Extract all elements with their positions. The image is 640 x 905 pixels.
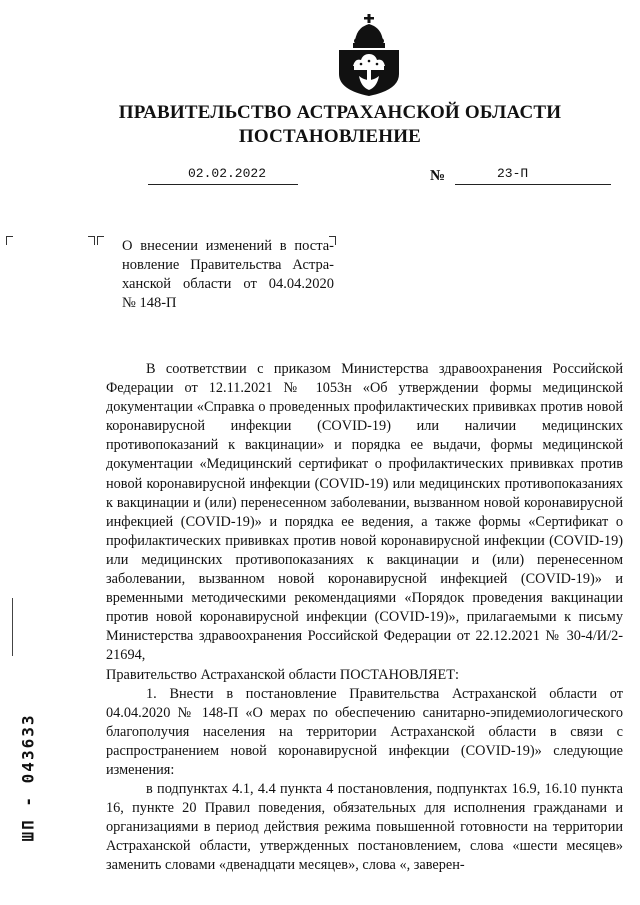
number-underline [455,184,611,185]
document-date: 02.02.2022 [188,166,267,181]
body-resolves-line: Правительство Астраханской области ПОСТАНОВЛЯЕТ: [106,666,459,683]
subject-outer-corner-mark [88,236,95,245]
margin-serial-block [12,700,36,860]
subject-line: № 148-П [122,295,177,311]
government-title: ПРАВИТЕЛЬСТВО АСТРАХАНСКОЙ ОБЛАСТИ [118,102,562,123]
number-sign: № [430,168,446,184]
date-underline [148,184,298,185]
coat-of-arms-icon [337,14,401,96]
document-body [106,360,623,876]
subject-left-corner-mark [97,236,104,245]
subject-line: новление Правительства Астра- [122,257,334,273]
body-paragraph-preamble: В соответствии с приказом Министерства здравоохранения Российской Федерации от 12.11.2021 № 1053н «Об утверждении формы медицинской документации «Справка о проведенных профилактических прививках против новой коронавирусной инфекции (COVID-19) или наличии медицинских противопоказаний к вакцинации» и порядка ее выдачи, формы медицинской документации «Медицинский сертификат о профилактических прививках против новой коронавирусной инфекции (COVID-19) или медицинских противопоказаниях к вакцинации и (или) перенесенном заболевании, вызванном новой коронавирусной инфекцией (COVID-19)» и порядка ее ведения, а также формы «Сертификат о профилактических прививках против новой коронавирусной инфекции (COVID-19) или медицинских противопоказаниях к вакцинации и (или) перенесенном заболевании, вызванном новой коронавирусной инфекцией (COVID-19)» и временными методическими рекомендациями «Порядок проведения вакцинации против новой коронавирусной инфекции (COVID-19)», прилагаемыми к письму Министерства здравоохранения Российской Федерации от 22.12.2021 № 30-4/И/2-21694, [106,361,623,664]
subject-line: О внесении изменений в поста- [122,238,334,254]
document-type-title: ПОСТАНОВЛЕНИЕ [238,126,422,147]
margin-scan-line [12,598,13,656]
body-paragraph-item-1: 1. Внести в постановление Правительства Астраханской области от 04.04.2020 № 148-П «О мерах по обеспечению санитарно-эпидемиологического благополучия населения на территории Астраханской области в связи с распространением новой коронавирусной инфекции (COVID-19)» следующие изменения: [106,685,623,778]
subject-line: ханской области от 04.04.2020 [122,276,334,292]
form-serial-number: ШП - 043633 [18,713,38,842]
left-corner-mark [6,236,13,245]
document-subject [122,237,334,313]
document-number: 23-П [497,166,529,181]
body-paragraph-amendments: в подпунктах 4.1, 4.4 пункта 4 постановления, подпунктах 16.9, 16.10 пункта 16, пункте 20 Правил поведения, обязательных для исполнения гражданами и организациями в период действия режима повышенной готовности на территории Астраханской области, утвержденных постановлением, слова «шести месяцев» заменить словами «двенадцати месяцев», слова «, заверен- [106,781,623,874]
